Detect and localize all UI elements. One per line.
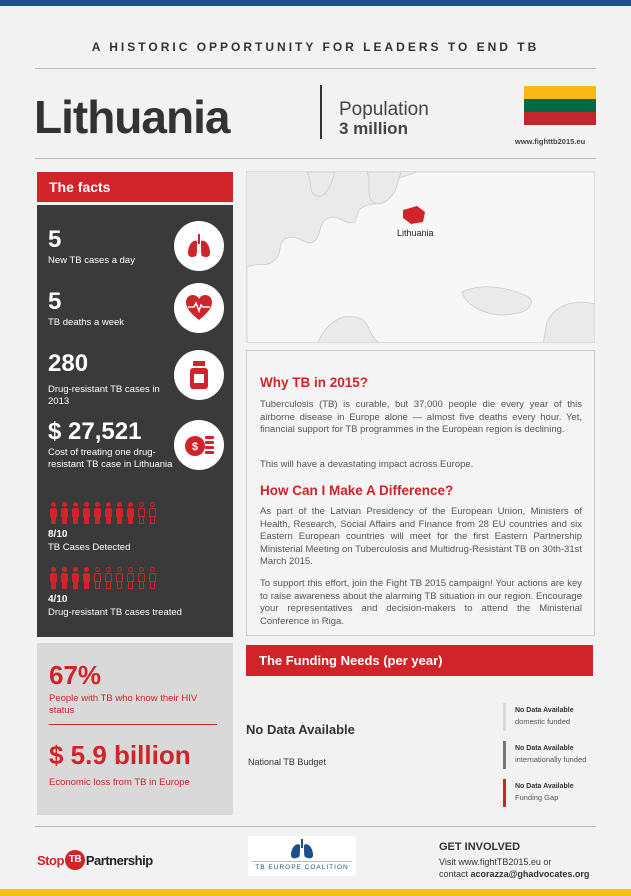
difference-title: How Can I Make A Difference?	[260, 483, 454, 498]
ratio-value: 8/10	[48, 529, 68, 540]
logo-text: TB	[65, 850, 85, 870]
person-icon	[70, 502, 81, 524]
person-icon	[48, 567, 59, 589]
website-link[interactable]: www.fighttb2015.eu	[515, 137, 586, 146]
divider	[49, 724, 217, 725]
person-icon	[70, 567, 81, 589]
economic-loss-label: Economic loss from TB in Europe	[49, 777, 190, 788]
difference-paragraph: As part of the Latvian Presidency of the European Union, Ministers of Health, Research, Social Affairs and Finance from 28 EU countries and six Eastern European countries will meet for the first Eastern Partnership Ministerial Meeting on Tuberculosis and Multidrug-Resistant TB on 30th-31st March 2015.	[260, 506, 582, 567]
person-icon	[92, 567, 103, 589]
facts-title: The facts	[37, 172, 233, 202]
ratio-label: Drug-resistant TB cases treated	[48, 607, 182, 618]
fact-value: 5	[48, 226, 62, 253]
person-icon	[114, 502, 125, 524]
get-involved-text	[439, 856, 589, 880]
legend-swatch	[503, 741, 506, 769]
divider	[35, 158, 596, 159]
tb-europe-coalition-logo	[248, 836, 356, 876]
svg-text:$: $	[191, 441, 199, 453]
divider	[35, 68, 596, 69]
detected-ratio	[48, 529, 130, 553]
bottom-bar	[0, 889, 631, 896]
person-icon	[147, 502, 158, 524]
visit-link[interactable]: Visit www.fightTB2015.eu or	[439, 857, 552, 867]
legend-label: Funding Gap	[515, 793, 559, 802]
person-icon	[81, 567, 92, 589]
population-label: Population	[339, 99, 429, 120]
person-icon	[59, 502, 70, 524]
why-panel	[246, 350, 595, 636]
fact-drug-resistant	[48, 351, 168, 408]
facts-panel	[37, 205, 233, 637]
treated-ratio	[48, 594, 182, 618]
funding-total: No Data Available	[246, 722, 355, 737]
person-icon	[125, 567, 136, 589]
person-icon	[114, 567, 125, 589]
person-icon	[125, 502, 136, 524]
fact-label: New TB cases a day	[48, 255, 135, 266]
person-icon	[92, 502, 103, 524]
map-label: Lithuania	[397, 228, 434, 238]
fact-value: 280	[48, 350, 89, 377]
why-paragraph: This will have a devastating impact across Europe.	[260, 459, 474, 470]
divider	[320, 85, 322, 139]
top-bar	[0, 0, 631, 6]
fact-label: Drug-resistant TB cases in 2013	[48, 384, 160, 407]
legend-gap	[503, 779, 574, 807]
treated-pictogram	[48, 567, 158, 589]
medicine-bottle-icon	[174, 350, 224, 400]
stop-tb-partnership-logo	[37, 850, 153, 870]
lithuania-flag	[524, 86, 596, 125]
person-icon	[81, 502, 92, 524]
fact-deaths	[48, 289, 124, 329]
ratio-label: TB Cases Detected	[48, 542, 131, 553]
europe-map	[246, 171, 595, 343]
logo-text: Partnership	[85, 852, 153, 868]
fact-value: 5	[48, 288, 62, 315]
divider	[35, 826, 596, 827]
contact-prefix: contact	[439, 869, 469, 879]
hiv-value: 67%	[49, 660, 102, 690]
legend-status: No Data Available	[515, 783, 574, 790]
hiv-panel	[37, 643, 233, 815]
person-icon	[147, 567, 158, 589]
legend-label: domestic funded	[515, 717, 571, 726]
person-icon	[59, 567, 70, 589]
funding-total-label: National TB Budget	[248, 757, 326, 767]
economic-loss-value: $ 5.9 billion	[49, 740, 191, 770]
coalition-name: TB EUROPE COALITION	[255, 864, 349, 871]
legend-international	[503, 741, 586, 769]
fact-new-cases	[48, 227, 135, 267]
difference-paragraph: To support this effort, join the Fight TB 2015 campaign! Your actions are key to raise awareness about the alarming TB situation in our region. Encourage your representatives and decision-makers to attend the Ministerial Conference in Riga.	[260, 578, 582, 627]
fact-label: Cost of treating one drug-resistant TB case in Lithuania	[48, 447, 173, 470]
person-icon	[136, 567, 147, 589]
why-paragraph: Tuberculosis (TB) is curable, but 37,000 people die every year of this airborne disease in Europe alone — almost five deaths every hour. Yet, financial support for TB programmes in the European region is declining.	[260, 399, 582, 435]
country-name: Lithuania	[34, 91, 230, 143]
ratio-value: 4/10	[48, 594, 68, 605]
funding-title: The Funding Needs (per year)	[246, 645, 593, 676]
map-graphic	[247, 172, 595, 343]
legend-domestic	[503, 703, 574, 731]
detected-pictogram	[48, 502, 158, 524]
legend-status: No Data Available	[515, 707, 574, 714]
person-icon	[48, 502, 59, 524]
person-icon	[136, 502, 147, 524]
fact-value: $ 27,521	[48, 418, 142, 445]
get-involved-title: GET INVOLVED	[439, 841, 521, 853]
heart-icon	[174, 283, 224, 333]
person-icon	[103, 567, 114, 589]
logo-text: Stop	[37, 852, 64, 868]
legend-status: No Data Available	[515, 745, 574, 752]
fact-cost	[48, 419, 173, 471]
fact-label: TB deaths a week	[48, 317, 125, 328]
headline: A HISTORIC OPPORTUNITY FOR LEADERS TO END TB	[91, 40, 540, 54]
coins-icon	[174, 420, 224, 470]
divider	[252, 861, 352, 862]
legend-swatch	[503, 703, 506, 731]
lungs-icon	[174, 221, 224, 271]
why-title: Why TB in 2015?	[260, 375, 369, 390]
population-value: 3 million	[339, 119, 408, 138]
lungs-icon	[248, 836, 356, 862]
contact-email[interactable]: acorazza@ghadvocates.org	[470, 869, 590, 879]
person-icon	[103, 502, 114, 524]
hiv-label: People with TB who know their HIV status	[49, 693, 198, 716]
legend-label: internationally funded	[515, 755, 587, 764]
legend-swatch	[503, 779, 506, 807]
